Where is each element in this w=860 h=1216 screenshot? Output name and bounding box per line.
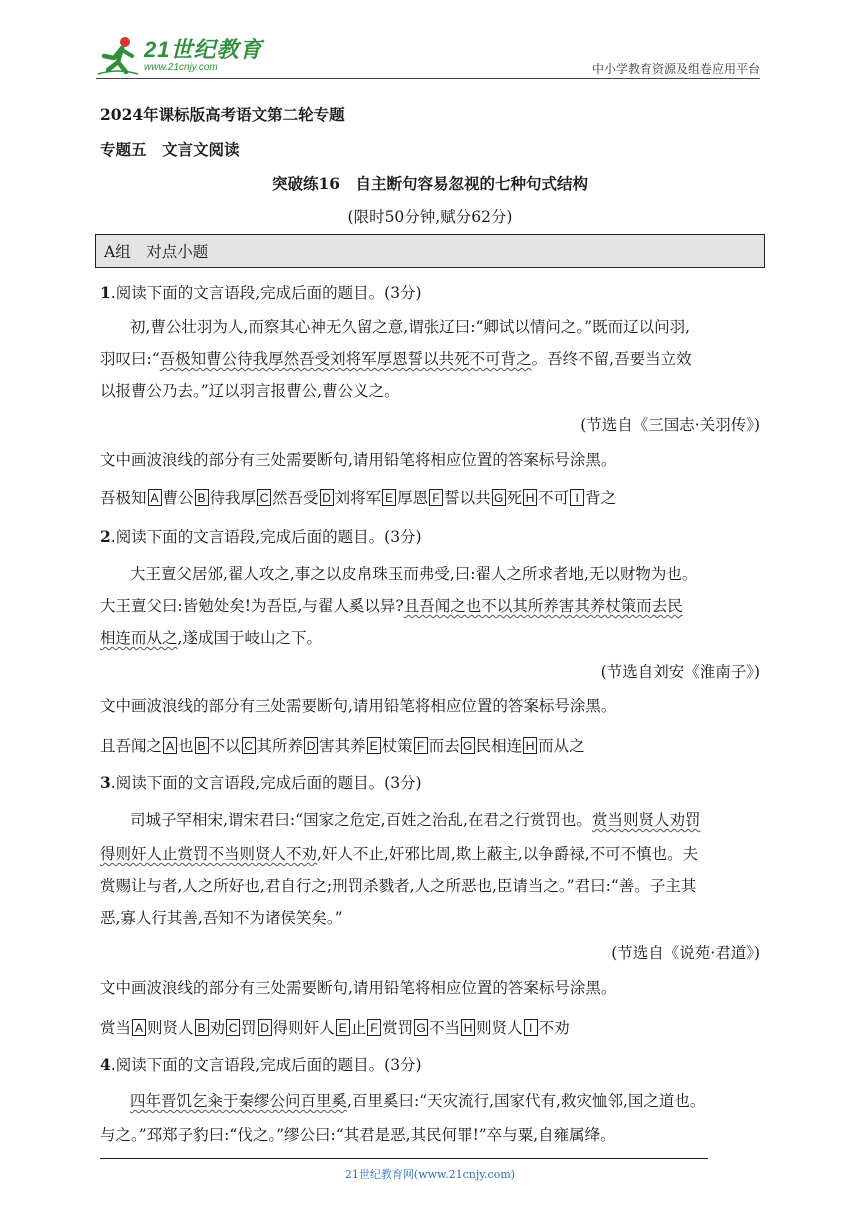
text-segment: 而从之	[538, 737, 585, 755]
text-segment: 害其养	[319, 737, 366, 755]
text-segment: 民相连	[475, 737, 523, 755]
answer-box-a[interactable]: A	[163, 737, 177, 754]
text-segment: 则贤人	[147, 1019, 194, 1037]
question-stem	[100, 1054, 422, 1076]
answer-box-h[interactable]: H	[523, 489, 537, 506]
answer-box-e[interactable]: E	[382, 489, 396, 506]
instruction: 文中画波浪线的部分有三处需要断句,请用铅笔将相应位置的答案标号涂黑。	[100, 451, 617, 469]
logo-text: 21世纪教育	[144, 37, 263, 62]
text-segment: 厚恩	[397, 489, 429, 507]
passage-line	[100, 348, 692, 370]
logo-url: www.21cnjy.com	[144, 62, 218, 73]
answer-options	[100, 1017, 570, 1039]
page-header	[96, 30, 760, 82]
passage-line: 恶,寡人行其善,吾知不为诸侯笑矣。”	[100, 909, 343, 927]
question-stem-text: .阅读下面的文言语段,完成后面的题目。(3分)	[110, 528, 422, 546]
text-segment: 不可	[538, 489, 570, 507]
text-segment: 吾极知	[100, 489, 147, 507]
passage-text: 司城子罕相宋,谓宋君曰:“国家之危定,百姓之治乱,在君之行赏罚也。	[130, 811, 592, 829]
logo	[96, 34, 262, 78]
question-stem-text: .阅读下面的文言语段,完成后面的题目。(3分)	[110, 1056, 422, 1074]
text-segment: 然吾受	[272, 489, 319, 507]
answer-box-d[interactable]: D	[304, 737, 318, 754]
answer-box-b[interactable]: B	[195, 489, 209, 506]
text-segment: 且吾闻之	[100, 737, 163, 755]
question-number: 1	[100, 283, 111, 302]
topic-title: 专题五 文言文阅读	[100, 140, 240, 159]
passage-text: 羽叹曰:“	[100, 350, 160, 368]
text-segment: 止	[350, 1019, 367, 1037]
answer-box-f[interactable]: F	[429, 489, 443, 506]
answer-box-h[interactable]: H	[523, 737, 537, 754]
passage-text: ,奸人不止,奸邪比周,欺上蔽主,以争爵禄,不可不慎也。夫	[317, 845, 699, 863]
wavy-underlined-text: 吾极知曹公待我厚然吾受刘将军厚恩誓以共死不可背之	[159, 350, 532, 368]
wavy-underlined-text: 四年晋饥乞籴于秦缪公问百里奚	[130, 1092, 348, 1110]
question-stem	[100, 282, 422, 304]
answer-box-f[interactable]: F	[367, 1019, 381, 1036]
doc-title: 2024年课标版高考语文第二轮专题	[100, 105, 345, 124]
answer-box-h[interactable]: H	[461, 1019, 475, 1036]
passage-text: ,百里奚曰:“天灾流行,国家代有,救灾恤邻,国之道也。	[347, 1092, 706, 1110]
answer-options	[100, 487, 616, 509]
footer-divider	[100, 1158, 708, 1159]
header-divider	[96, 78, 760, 79]
passage-line	[100, 627, 322, 649]
text-segment: 其所养	[256, 737, 304, 755]
passage-line: 以报曹公乃去。”辽以羽言报曹公,曹公义之。	[100, 382, 400, 400]
answer-box-c[interactable]: C	[242, 737, 256, 754]
wavy-underlined-text: 赏当则贤人劝罚	[591, 811, 701, 829]
question-number: 2	[100, 527, 111, 546]
text-segment: 劝	[209, 1019, 226, 1037]
text-segment: 不劝	[538, 1019, 570, 1037]
answer-options	[100, 735, 585, 757]
answer-box-c[interactable]: C	[257, 489, 271, 506]
answer-box-g[interactable]: G	[414, 1019, 428, 1036]
passage-line	[130, 809, 700, 831]
answer-box-g[interactable]: G	[492, 489, 506, 506]
group-label: A组 对点小题	[104, 243, 209, 261]
answer-box-g[interactable]: G	[461, 737, 475, 754]
text-segment: 也	[178, 737, 194, 755]
question-number: 4	[100, 1055, 111, 1074]
group-header	[95, 234, 765, 268]
text-segment: 曹公	[162, 489, 194, 507]
passage-line	[100, 595, 683, 617]
instruction: 文中画波浪线的部分有三处需要断句,请用铅笔将相应位置的答案标号涂黑。	[100, 979, 617, 997]
platform-name: 中小学教育资源及组卷应用平台	[591, 62, 760, 76]
answer-box-c[interactable]: C	[226, 1019, 240, 1036]
question-stem	[100, 526, 422, 548]
passage-line: 大王亶父居邠,翟人攻之,事之以皮帛珠玉而弗受,曰:翟人之所求者地,无以财物为也。	[130, 565, 698, 583]
text-segment: 杖策	[381, 737, 413, 755]
instruction: 文中画波浪线的部分有三处需要断句,请用铅笔将相应位置的答案标号涂黑。	[100, 697, 617, 715]
passage-line	[100, 843, 698, 865]
text-segment: 则贤人	[476, 1019, 523, 1037]
text-segment: 赏罚	[382, 1019, 414, 1037]
question-stem-text: .阅读下面的文言语段,完成后面的题目。(3分)	[110, 284, 422, 302]
answer-box-d[interactable]: D	[320, 489, 334, 506]
passage-source: (节选自《三国志·关羽传》)	[580, 416, 760, 434]
answer-box-i[interactable]: I	[570, 489, 584, 506]
text-segment: 不以	[209, 737, 241, 755]
question-stem-text: .阅读下面的文言语段,完成后面的题目。(3分)	[110, 774, 422, 792]
text-segment: 待我厚	[209, 489, 257, 507]
text-segment: 誓以共	[444, 489, 491, 507]
passage-line: 初,曹公壮羽为人,而察其心神无久留之意,谓张辽曰:“卿试以情问之。”既而辽以问羽,	[130, 318, 691, 336]
footer-link[interactable]: 21世纪教育网(www.21cnjy.com)	[344, 1168, 516, 1181]
text-segment: 死	[506, 489, 523, 507]
question-stem	[100, 772, 422, 794]
passage-source: (节选自《说苑·君道》)	[611, 944, 760, 962]
answer-box-a[interactable]: A	[132, 1019, 146, 1036]
wavy-underlined-text: 且吾闻之也不以其所养害其养杖策而去民	[403, 597, 683, 615]
text-segment: 而去	[428, 737, 460, 755]
passage-text: ,遂成国于岐山之下。	[177, 629, 322, 647]
answer-box-a[interactable]: A	[148, 489, 162, 506]
passage-text: 。吾终不留,吾要当立效	[531, 350, 692, 368]
text-segment: 赏当	[100, 1019, 132, 1037]
time-limit: (限时50分钟,赋分62分)	[347, 208, 513, 226]
passage-line	[130, 1090, 705, 1112]
question-number: 3	[100, 773, 111, 792]
wavy-underlined-text: 得则奸人止赏罚不当则贤人不劝	[100, 845, 318, 863]
text-segment: 不当	[429, 1019, 461, 1037]
lesson-title: 突破练16 自主断句容易忽视的七种句式结构	[271, 174, 589, 193]
passage-line: 与之。”邳郑子豹曰:“伐之。”缪公曰:“其君是恶,其民何罪!”卒与粟,自雍属绛。	[100, 1126, 616, 1144]
wavy-underlined-text: 相连而从之	[100, 629, 178, 647]
answer-box-b[interactable]: B	[195, 737, 209, 754]
answer-box-f[interactable]: F	[414, 737, 428, 754]
passage-text: 大王亶父曰:皆勉处矣!为吾臣,与翟人奚以异?	[100, 597, 404, 615]
text-segment: 背之	[585, 489, 617, 507]
text-segment: 得则奸人	[272, 1019, 335, 1037]
runner-logo-icon	[96, 34, 140, 78]
text-segment: 刘将军	[334, 489, 382, 507]
answer-box-i[interactable]: I	[524, 1019, 538, 1036]
answer-box-d[interactable]: D	[258, 1019, 272, 1036]
answer-box-e[interactable]: E	[367, 737, 381, 754]
answer-box-b[interactable]: B	[195, 1019, 209, 1036]
passage-source: (节选自刘安《淮南子》)	[600, 663, 760, 681]
text-segment: 罚	[241, 1019, 257, 1037]
passage-line: 赏赐让与者,人之所好也,君自行之;刑罚杀戮者,人之所恶也,臣请当之。”君曰:“善。子主其	[100, 877, 697, 895]
answer-box-e[interactable]: E	[336, 1019, 350, 1036]
